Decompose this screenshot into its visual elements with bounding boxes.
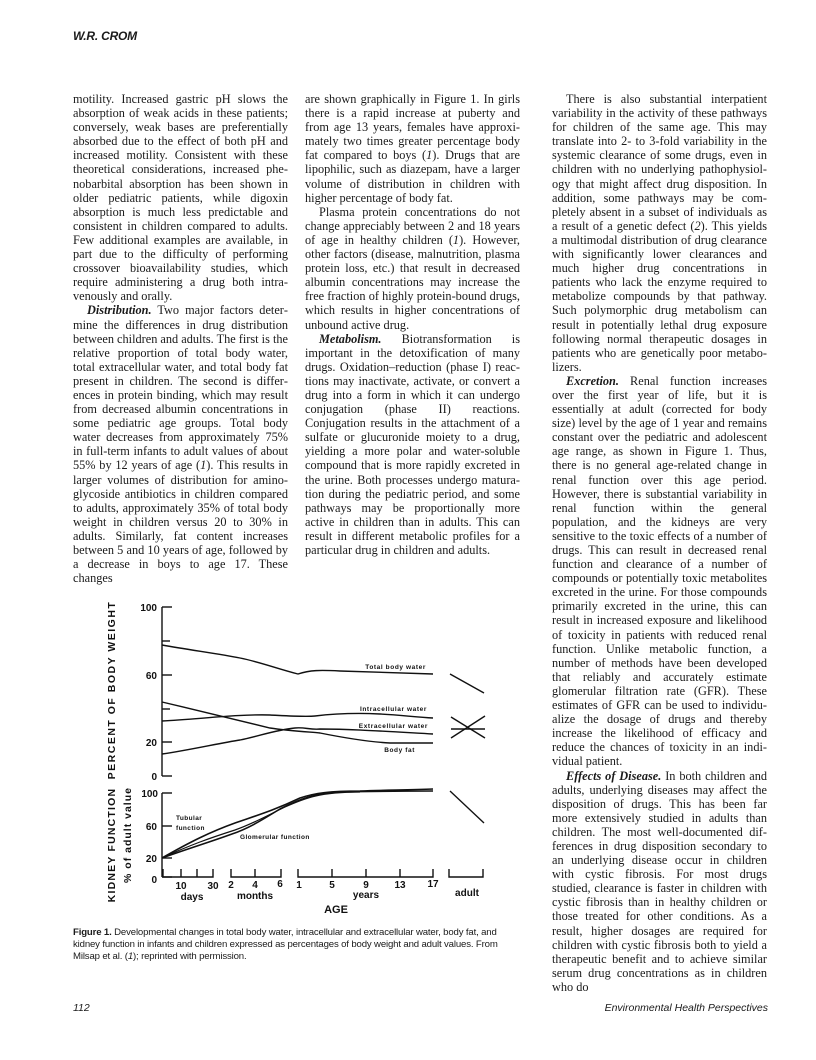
svg-text:0: 0	[151, 875, 157, 886]
x-unit-adult: adult	[455, 888, 479, 899]
svg-text:6: 6	[277, 879, 283, 890]
paragraph: are shown graphically in Figure 1. In girls there is a rapid increase at puberty and from age 13 years, females have approximately two times greater percentage body fat compared to boys (1). Drugs that are lipophilic, such as diazepam, have a larger volume of distribution in children with higher percentage of body fat.	[305, 92, 520, 205]
journal-name: Environmental Health Perspectives	[604, 1002, 768, 1014]
label-extracellular-water: Extracellular water	[358, 723, 428, 730]
label-glomerular-function: Glomerular function	[240, 834, 310, 841]
label-tubular-function: Tubular	[176, 815, 203, 822]
line-tubular-function	[162, 789, 433, 858]
adult-kidney-marker	[450, 791, 484, 823]
section-heading-distribution: Distribution.	[87, 303, 152, 318]
section-heading-excretion: Excretion.	[566, 373, 619, 388]
paragraph-distribution: Distribution. Two major factors determine the differences in drug distribution between children and adults. The first is the relative proportion of total body water, total extracellular water, and total body fat present in children. The second is differences in protein binding, which may result from decreased albumin concentrations in some pediatric age groups. Total body water decreases from approximately 75% in full-term infants to adult values of about 55% by 12 years of age (1). This results in larger volumes of distribution for aminoglycoside antibiotics in children compared to adults, approximately 35% of total body weight in children versus 20 to 30% in adults. Similarly, fat content increases between 5 and 10 years of age, followed by a decrease in boys to age 17. These changes	[73, 303, 288, 586]
text-column-3	[552, 92, 767, 994]
svg-text:60: 60	[145, 671, 157, 682]
line-intracellular-water	[162, 713, 433, 721]
x-axis-years	[298, 869, 433, 877]
x-axis-label: AGE	[324, 904, 348, 916]
svg-text:0: 0	[151, 772, 157, 783]
svg-text:10: 10	[175, 881, 187, 892]
running-header-author: W.R. CROM	[73, 29, 137, 43]
figure-caption: Figure 1. Developmental changes in total body water, intracellular and extracellular water, body fat, and kidney function in infants and children expressed as percentages of body weight and adult values. From Milsap et al. (1); reprinted with permission.	[73, 927, 498, 962]
kidney-y-axis-label: KIDNEY FUNCTION	[106, 787, 118, 903]
citation-ref: 1	[452, 232, 460, 247]
label-intracellular-water: Intracellular water	[359, 706, 427, 713]
x-unit-months: months	[236, 891, 274, 902]
svg-text:1: 1	[296, 880, 302, 891]
paragraph-excretion: Excretion. Renal function increases over the first year of life, but it is essentially at adult (corrected for body size) level by the age of 1 year and remains constant over the pediatric and adolescent age range, as shown in Figure 1. Thus, there is no general age-related change in renal function over this age period. However, there is substantial variability in renal function within the general population, and the kidneys are very sensitive to the toxic effects of a number of drugs. This can result in decreased renal function and clearance of a number of compounds or potentially toxic metabolites excreted in the urine. For those compounds primarily excreted in the urine, this can result in increased exposure and likelihood of toxicity in patients with reduced renal function. Unlike metabolic function, a number of methods have been developed that reliably and accurately estimate glomerular filtration rate (GFR). These estimates of GFR can be used to individualize the dosage of drugs and thereby increase the likelihood of efficacy and reduce the chances of toxicity in an individual patient.	[552, 373, 767, 769]
svg-text:17: 17	[427, 879, 439, 890]
svg-text:2: 2	[228, 880, 234, 891]
figure-1-chart	[60, 580, 540, 920]
svg-text:100: 100	[140, 603, 157, 614]
citation-ref: 1	[200, 458, 207, 473]
x-axis-months	[231, 869, 281, 877]
svg-text:100: 100	[141, 789, 158, 800]
x-axis-adult	[449, 869, 483, 877]
citation-ref: 1	[127, 951, 133, 962]
citation-ref: 1	[426, 148, 433, 163]
label-body-fat: Body fat	[384, 747, 415, 754]
adult-total-body-water-marker	[450, 674, 484, 693]
svg-text:30: 30	[207, 881, 219, 892]
svg-text:4: 4	[252, 880, 258, 891]
x-unit-years: years	[352, 890, 380, 901]
figure-label: Figure 1.	[73, 927, 112, 938]
kidney-y-axis-sublabel: % of adult value	[122, 787, 134, 883]
section-heading-effects-of-disease: Effects of Disease.	[566, 768, 662, 783]
section-heading-metabolism: Metabolism.	[319, 331, 382, 346]
top-y-axis-label: PERCENT OF BODY WEIGHT	[106, 600, 118, 780]
paragraph-effects-of-disease: Effects of Disease. In both children and adults, underlying diseases may affect the disposition of drugs. This has been far more extensively studied in adults than children. The most well-documented differences in drug disposition secondary to an underlying disease occur in children with cystic fibrosis. For most drugs studied, clearance is faster in children with cystic fibrosis than in healthy children or those treated for other conditions. As a result, higher dosages are required for children with cystic fibrosis both to yield a therapeutic benefit and to achieve similar serum drug concentrations as in children who do	[552, 768, 767, 994]
svg-text:9: 9	[363, 880, 369, 891]
page-number: 112	[73, 1002, 90, 1014]
svg-text:function: function	[176, 825, 205, 832]
x-axis-days	[163, 869, 213, 877]
text-column-1	[73, 92, 288, 585]
paragraph: motility. Increased gastric pH slows the absorption of weak acids in these patients; conversely, weak bases are preferentially absorbed due to the effect of both pH and increased motility. Consistent with these theoretical considerations, increased phenobarbital absorption has been shown in older pediatric patients, while digoxin absorption is much less predictable and consistent in children compared to adults. Few additional examples are available, in part due to the difficulty of performing crossover bioavailability studies, which require administering a drug both intravenously and orally.	[73, 92, 288, 304]
figure-1	[60, 580, 540, 920]
svg-text:60: 60	[145, 822, 157, 833]
text-column-2	[305, 92, 520, 557]
x-unit-days: days	[180, 892, 204, 903]
svg-text:20: 20	[145, 738, 157, 749]
citation-ref: 2	[694, 218, 701, 233]
svg-text:5: 5	[329, 880, 335, 891]
label-total-body-water: Total body water	[365, 664, 426, 671]
svg-text:13: 13	[394, 880, 406, 891]
svg-text:20: 20	[145, 854, 157, 865]
paragraph: There is also substantial interpatient variability in the activity of these pathways for children of the same age. This may translate into 2- to 3-fold variability in the systemic clearance of some drugs, even in children with no underlying pathophysiology that might affect drug disposition. In addition, some pathways may be completely absent in a subset of individuals as a result of a genetic defect (2). This yields a multimodal distribution of drug clearance with significantly lower clearances and much higher drug concentrations in patients who lack the enzyme required to metabolize compounds by that pathway. Such polymorphic drug metabolism can result in potentially lethal drug exposure following normal therapeutic dosages in patients who are genetically poor metabolizers.	[552, 92, 767, 374]
paragraph: Plasma protein concentrations do not change appreciably between 2 and 18 years of age in healthy children (1). However, other factors (disease, malnutrition, plasma protein loss, etc.) that result in decreased albumin concentrations may increase the free fraction of highly protein-bound drugs, which results in higher concentrations of unbound active drug.	[305, 204, 520, 332]
paragraph-metabolism: Metabolism. Biotransformation is important in the detoxification of many drugs. Oxidation–reduction (phase I) reactions may inactivate, activate, or convert a drug into a form in which it can undergo conjugation (phase II) reactions. Conjugation results in the attachment of a sulfate or glucuronide moiety to a drug, yielding a more polar and water-soluble compound that is more rapidly excreted in the urine. Both processes undergo maturation during the pediatric period, and some pathways may be proportionally more active in children than in adults. This can result in different metabolic profiles for a particular drug in children and adults.	[305, 331, 520, 557]
